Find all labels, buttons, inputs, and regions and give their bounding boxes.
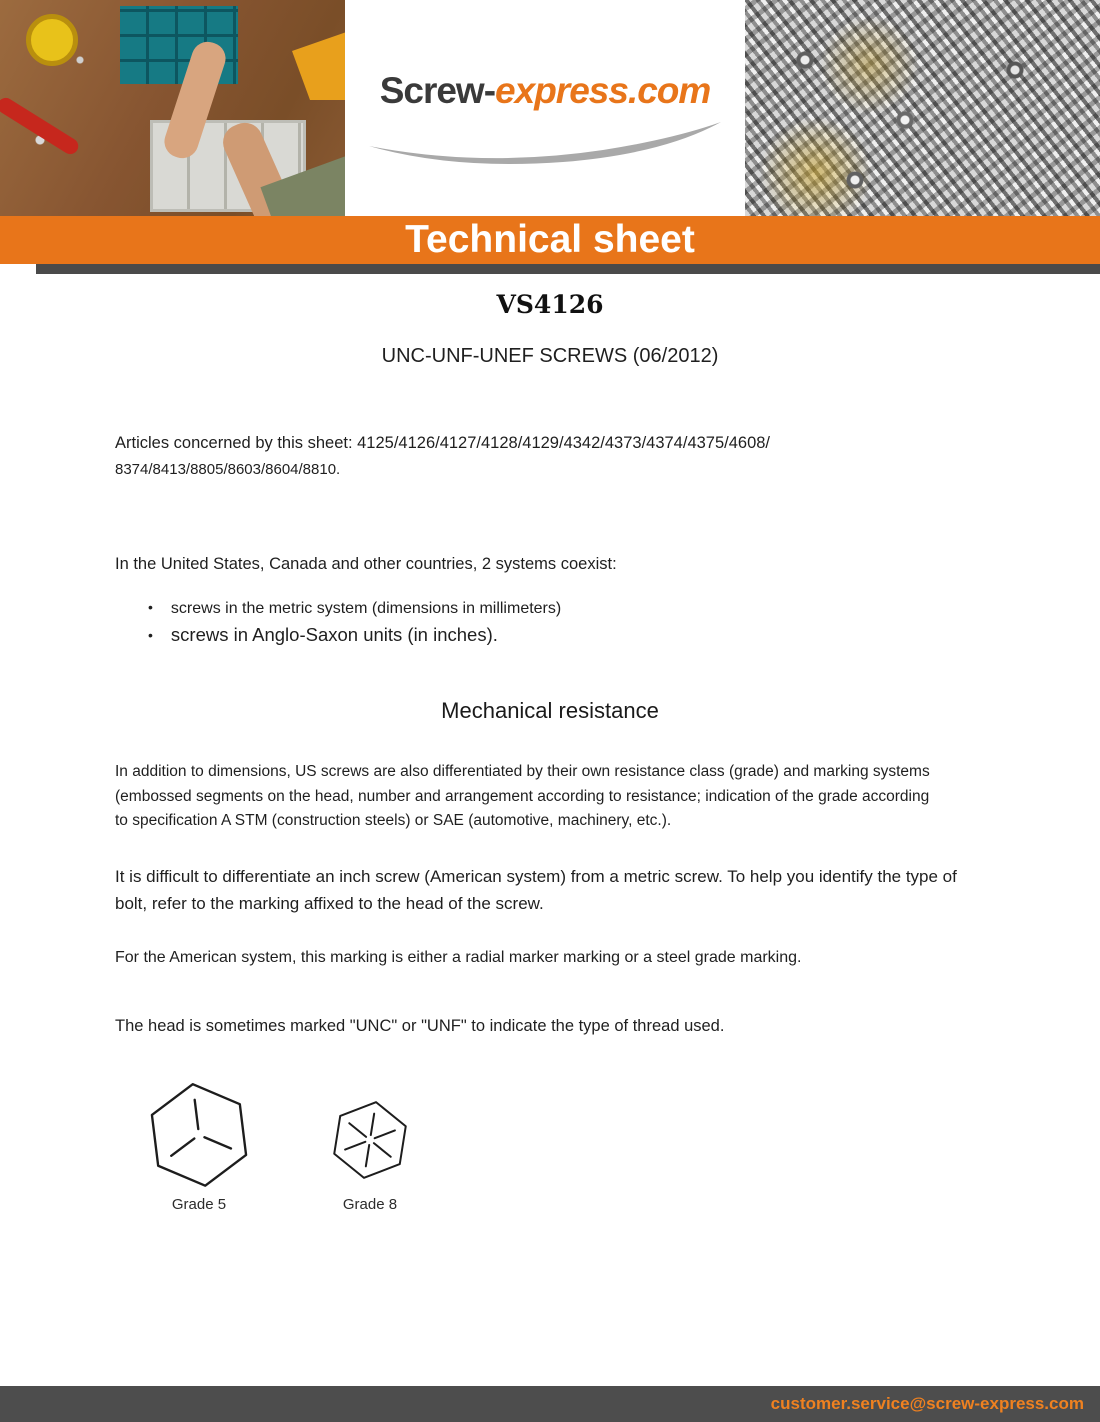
figure-label: Grade 8 — [342, 1195, 398, 1213]
grade-8-hex-head-icon — [320, 1088, 420, 1192]
systems-list — [148, 600, 1100, 646]
workbench-photo — [0, 0, 345, 216]
grade-figures — [140, 1074, 1100, 1213]
logo-text — [345, 70, 745, 112]
header — [0, 0, 1100, 216]
tape-measure-icon — [26, 14, 78, 66]
list-item: • screws in the metric system (dimensions in millimeters) — [148, 600, 1100, 618]
screwdriver-icon — [0, 95, 81, 157]
document-body — [0, 274, 1100, 1213]
articles-paragraph — [115, 430, 915, 483]
paragraph-head-marking: The head is sometimes marked "UNC" or "UNF" to indicate the type of thread used. — [115, 1016, 725, 1035]
logo-swoosh-icon — [363, 120, 727, 170]
logo — [345, 0, 745, 216]
divider-bar — [36, 264, 1100, 274]
logo-text-express: express.com — [495, 70, 711, 111]
document-ref: VS4126 — [496, 290, 604, 319]
document-title: UNC-UNF-UNEF SCREWS (06/2012) — [381, 345, 719, 367]
footer — [0, 1386, 1100, 1422]
systems-intro: In the United States, Canada and other countries, 2 systems coexist: — [115, 554, 617, 573]
customer-service-email[interactable]: customer.service@screw-express.com — [770, 1394, 1084, 1413]
logo-text-screw: Screw- — [379, 70, 496, 111]
banner — [0, 216, 1100, 264]
banner-title: Technical sheet — [405, 218, 695, 261]
paragraph-resistance: In addition to dimensions, US screws are also differentiated by their own resistance class (grade) and marking systems (embossed segments on the head, number and arrangement according to resistance; indication of the grade according to specification A STM (construction steels) or SAE (automotive, machinery, etc.). — [115, 762, 930, 830]
figure-grade-8 — [320, 1088, 420, 1213]
drill-icon — [292, 30, 345, 100]
screws-photo — [745, 0, 1100, 216]
figure-label: Grade 5 — [171, 1195, 227, 1213]
articles-line-2: 8374/8413/8805/8603/8604/8810. — [115, 461, 341, 479]
figure-grade-5 — [140, 1074, 258, 1213]
paragraph-marking: For the American system, this marking is either a radial marker marking or a steel grade marking. — [115, 948, 802, 966]
paragraph-differentiate: It is difficult to differentiate an inch screw (American system) from a metric screw. To help you identify the type of bolt, refer to the marking affixed to the head of the screw. — [115, 867, 957, 913]
grade-5-hex-head-icon — [140, 1074, 258, 1192]
section-heading: Mechanical resistance — [441, 697, 659, 723]
articles-line-1: Articles concerned by this sheet: 4125/4126/4127/4128/4129/4342/4373/4374/4375/4608/ — [115, 434, 771, 452]
list-item: • screws in Anglo-Saxon units (in inches). — [148, 624, 1100, 646]
